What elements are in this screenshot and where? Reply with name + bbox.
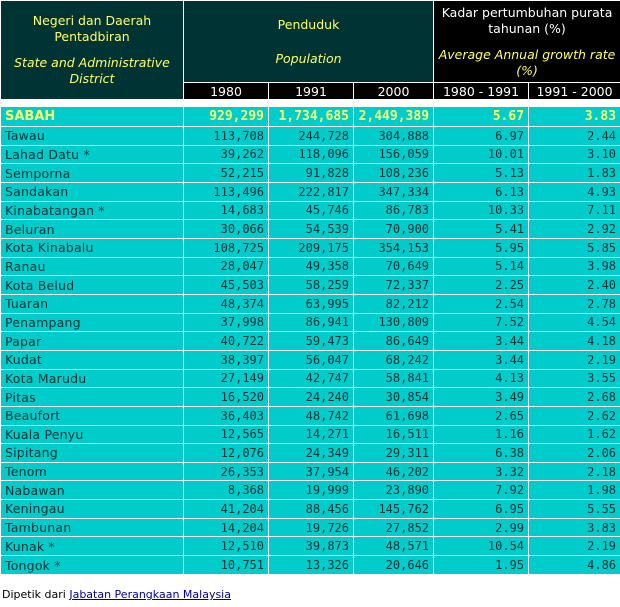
pop-2000: 16,511 — [354, 425, 434, 444]
pop-1980: 26,353 — [184, 462, 269, 481]
growth-1980-1991: 4.13 — [434, 369, 529, 388]
pop-1980: 39,262 — [184, 145, 269, 164]
growth-1991-2000: 3.83 — [529, 518, 620, 537]
pop-1980: 12,565 — [184, 425, 269, 444]
pop-1980: 37,998 — [184, 313, 269, 332]
district-name: Pitas — [1, 388, 184, 407]
pop-1991: 13,326 — [269, 556, 354, 575]
growth-1980-1991: 3.44 — [434, 332, 529, 351]
pop-2000: 30,854 — [354, 388, 434, 407]
table-row — [1, 294, 620, 313]
growth-1991-2000: 2.62 — [529, 406, 620, 425]
table-row — [1, 388, 620, 407]
pop-1991: 48,742 — [269, 406, 354, 425]
growth-1980-1991: 2.65 — [434, 406, 529, 425]
pop-1980: 52,215 — [184, 164, 269, 183]
growth-1991-2000: 4.86 — [529, 556, 620, 575]
pop-2000: 304,888 — [354, 127, 434, 146]
growth-1991-2000: 4.54 — [529, 313, 620, 332]
pop-2000: 23,890 — [354, 481, 434, 500]
pop-1991: 42,747 — [269, 369, 354, 388]
pop-1980: 38,397 — [184, 350, 269, 369]
pop-1991: 19,999 — [269, 481, 354, 500]
pop-1991: 14,271 — [269, 425, 354, 444]
table-row — [1, 257, 620, 276]
table-row — [1, 350, 620, 369]
pop-1991: 56,047 — [269, 350, 354, 369]
pop-2000: 72,337 — [354, 276, 434, 295]
district-name: Kuala Penyu — [1, 425, 184, 444]
district-name: Kota Marudu — [1, 369, 184, 388]
growth-1991-2000: 1.62 — [529, 425, 620, 444]
pop-1991: 39,873 — [269, 537, 354, 556]
district-name: Semporna — [1, 164, 184, 183]
pop-2000: 29,311 — [354, 444, 434, 463]
pop-1991: 244,728 — [269, 127, 354, 146]
pop-2000: 70,649 — [354, 257, 434, 276]
district-name: Penampang — [1, 313, 184, 332]
year-header-2000: 2000 — [354, 83, 434, 100]
table-row — [1, 481, 620, 500]
growth-1991-2000: 2.06 — [529, 444, 620, 463]
table-row — [1, 332, 620, 351]
district-name: Kota Belud — [1, 276, 184, 295]
pop-2000: 46,202 — [354, 462, 434, 481]
growth-1980-1991: 5.41 — [434, 220, 529, 239]
growth-1991-2000: 3.55 — [529, 369, 620, 388]
table-row — [1, 406, 620, 425]
period-header-1980-1991: 1980 - 1991 — [434, 83, 529, 100]
table-row — [1, 425, 620, 444]
pop-1991: 37,954 — [269, 462, 354, 481]
pop-1991: 222,817 — [269, 182, 354, 201]
growth-1980-1991: 7.52 — [434, 313, 529, 332]
growth-1980-1991: 1.16 — [434, 425, 529, 444]
year-header-1980: 1980 — [184, 83, 269, 100]
district-name: Tambunan — [1, 518, 184, 537]
table-row — [1, 500, 620, 519]
growth-1980-1991: 10.54 — [434, 537, 529, 556]
table-row — [1, 127, 620, 146]
growth-1991-2000: 2.18 — [529, 462, 620, 481]
table-row — [1, 164, 620, 183]
pop-1980: 40,722 — [184, 332, 269, 351]
district-name: Beaufort — [1, 406, 184, 425]
pop-2000: 58,841 — [354, 369, 434, 388]
growth-1980-1991: 5.13 — [434, 164, 529, 183]
district-name: Beluran — [1, 220, 184, 239]
period-header-1991-2000: 1991 - 2000 — [529, 83, 620, 100]
pop-1991: 58,259 — [269, 276, 354, 295]
table-row — [1, 238, 620, 257]
district-name: Kudat — [1, 350, 184, 369]
growth-1991-2000: 2.68 — [529, 388, 620, 407]
pop-1991: 86,941 — [269, 313, 354, 332]
growth-1991-2000: 2.92 — [529, 220, 620, 239]
district-name: Lahad Datu * — [1, 145, 184, 164]
growth-1980-1991: 7.92 — [434, 481, 529, 500]
pop-1991: 63,995 — [269, 294, 354, 313]
pop-1980: 27,149 — [184, 369, 269, 388]
total-growth-1991-2000: 3.83 — [529, 107, 620, 127]
district-header-en: State and Administrative District — [14, 55, 170, 86]
pop-2000: 70,900 — [354, 220, 434, 239]
pop-1980: 16,520 — [184, 388, 269, 407]
pop-1980: 36,403 — [184, 406, 269, 425]
pop-2000: 86,649 — [354, 332, 434, 351]
growth-1980-1991: 1.95 — [434, 556, 529, 575]
pop-2000: 82,212 — [354, 294, 434, 313]
table-row — [1, 201, 620, 220]
pop-1980: 41,204 — [184, 500, 269, 519]
total-pop-1980: 929,299 — [184, 107, 269, 127]
table-row — [1, 369, 620, 388]
district-name: Kota Kinabalu — [1, 238, 184, 257]
pop-1980: 48,374 — [184, 294, 269, 313]
pop-2000: 108,236 — [354, 164, 434, 183]
district-header-my: Negeri dan Daerah Pentadbiran — [32, 13, 152, 44]
population-header — [184, 1, 434, 83]
pop-1991: 88,456 — [269, 500, 354, 519]
table-row — [1, 313, 620, 332]
pop-1991: 19,726 — [269, 518, 354, 537]
growth-1980-1991: 10.01 — [434, 145, 529, 164]
growth-1980-1991: 3.32 — [434, 462, 529, 481]
total-name: SABAH — [1, 107, 184, 127]
source-link[interactable]: Jabatan Perangkaan Malaysia — [69, 588, 231, 601]
growth-1980-1991: 5.95 — [434, 238, 529, 257]
table-row — [1, 518, 620, 537]
growth-1980-1991: 3.44 — [434, 350, 529, 369]
district-name: Ranau — [1, 257, 184, 276]
pop-1980: 45,503 — [184, 276, 269, 295]
growth-1980-1991: 6.95 — [434, 500, 529, 519]
table-row — [1, 276, 620, 295]
growth-1991-2000: 2.44 — [529, 127, 620, 146]
total-pop-1991: 1,734,685 — [269, 107, 354, 127]
growth-1991-2000: 2.78 — [529, 294, 620, 313]
population-header-en: Population — [275, 50, 342, 66]
pop-1980: 12,510 — [184, 537, 269, 556]
district-name: Sandakan — [1, 182, 184, 201]
growth-1980-1991: 6.38 — [434, 444, 529, 463]
growth-1991-2000: 2.40 — [529, 276, 620, 295]
pop-2000: 61,698 — [354, 406, 434, 425]
district-name: Sipitang — [1, 444, 184, 463]
pop-2000: 156,059 — [354, 145, 434, 164]
total-growth-1980-1991: 5.67 — [434, 107, 529, 127]
pop-1980: 113,708 — [184, 127, 269, 146]
growth-header — [434, 1, 620, 83]
district-name: Keningau — [1, 500, 184, 519]
total-pop-2000: 2,449,389 — [354, 107, 434, 127]
pop-2000: 48,571 — [354, 537, 434, 556]
source-prefix: Dipetik dari — [2, 588, 66, 601]
growth-1991-2000: 3.10 — [529, 145, 620, 164]
pop-2000: 354,153 — [354, 238, 434, 257]
pop-1980: 108,725 — [184, 238, 269, 257]
growth-1991-2000: 7.11 — [529, 201, 620, 220]
pop-1980: 28,047 — [184, 257, 269, 276]
source-note — [2, 588, 231, 601]
pop-2000: 347,334 — [354, 182, 434, 201]
district-header — [1, 1, 184, 100]
pop-1980: 14,204 — [184, 518, 269, 537]
table-row — [1, 556, 620, 575]
pop-2000: 20,646 — [354, 556, 434, 575]
year-header-1991: 1991 — [269, 83, 354, 100]
district-name: Tongok * — [1, 556, 184, 575]
pop-1991: 54,539 — [269, 220, 354, 239]
table-row — [1, 462, 620, 481]
growth-1991-2000: 2.19 — [529, 537, 620, 556]
growth-1991-2000: 5.85 — [529, 238, 620, 257]
district-name: Nabawan — [1, 481, 184, 500]
district-name: Kinabatangan * — [1, 201, 184, 220]
pop-1991: 49,358 — [269, 257, 354, 276]
pop-1980: 8,368 — [184, 481, 269, 500]
pop-1980: 14,683 — [184, 201, 269, 220]
growth-1980-1991: 2.54 — [434, 294, 529, 313]
pop-1991: 45,746 — [269, 201, 354, 220]
growth-1980-1991: 10.33 — [434, 201, 529, 220]
pop-1980: 10,751 — [184, 556, 269, 575]
table-row — [1, 537, 620, 556]
table-row — [1, 145, 620, 164]
district-name: Papar — [1, 332, 184, 351]
pop-2000: 68,242 — [354, 350, 434, 369]
pop-1991: 59,473 — [269, 332, 354, 351]
table-row — [1, 444, 620, 463]
growth-1991-2000: 1.98 — [529, 481, 620, 500]
pop-1991: 91,828 — [269, 164, 354, 183]
growth-1991-2000: 3.98 — [529, 257, 620, 276]
pop-2000: 130,809 — [354, 313, 434, 332]
table-row — [1, 220, 620, 239]
growth-1980-1991: 3.49 — [434, 388, 529, 407]
growth-1980-1991: 2.99 — [434, 518, 529, 537]
district-name: Tawau — [1, 127, 184, 146]
district-name: Kunak * — [1, 537, 184, 556]
growth-header-my: Kadar pertumbuhan purata tahunan (%) — [441, 4, 613, 36]
pop-1980: 113,496 — [184, 182, 269, 201]
pop-1991: 24,349 — [269, 444, 354, 463]
district-name: Tenom — [1, 462, 184, 481]
growth-1991-2000: 4.93 — [529, 182, 620, 201]
growth-1980-1991: 2.25 — [434, 276, 529, 295]
pop-1991: 209,175 — [269, 238, 354, 257]
growth-1980-1991: 6.97 — [434, 127, 529, 146]
pop-2000: 86,783 — [354, 201, 434, 220]
population-header-my: Penduduk — [277, 16, 340, 32]
pop-2000: 145,762 — [354, 500, 434, 519]
pop-1980: 30,066 — [184, 220, 269, 239]
pop-2000: 27,852 — [354, 518, 434, 537]
district-name: Tuaran — [1, 294, 184, 313]
pop-1991: 24,240 — [269, 388, 354, 407]
growth-1991-2000: 5.55 — [529, 500, 620, 519]
total-row-sabah — [1, 107, 620, 127]
growth-1991-2000: 1.83 — [529, 164, 620, 183]
growth-header-en: Average Annual growth rate (%) — [438, 46, 616, 78]
growth-1991-2000: 2.19 — [529, 350, 620, 369]
growth-1980-1991: 5.14 — [434, 257, 529, 276]
pop-1991: 118,096 — [269, 145, 354, 164]
growth-1991-2000: 4.18 — [529, 332, 620, 351]
table-row — [1, 182, 620, 201]
pop-1980: 12,076 — [184, 444, 269, 463]
growth-1980-1991: 6.13 — [434, 182, 529, 201]
